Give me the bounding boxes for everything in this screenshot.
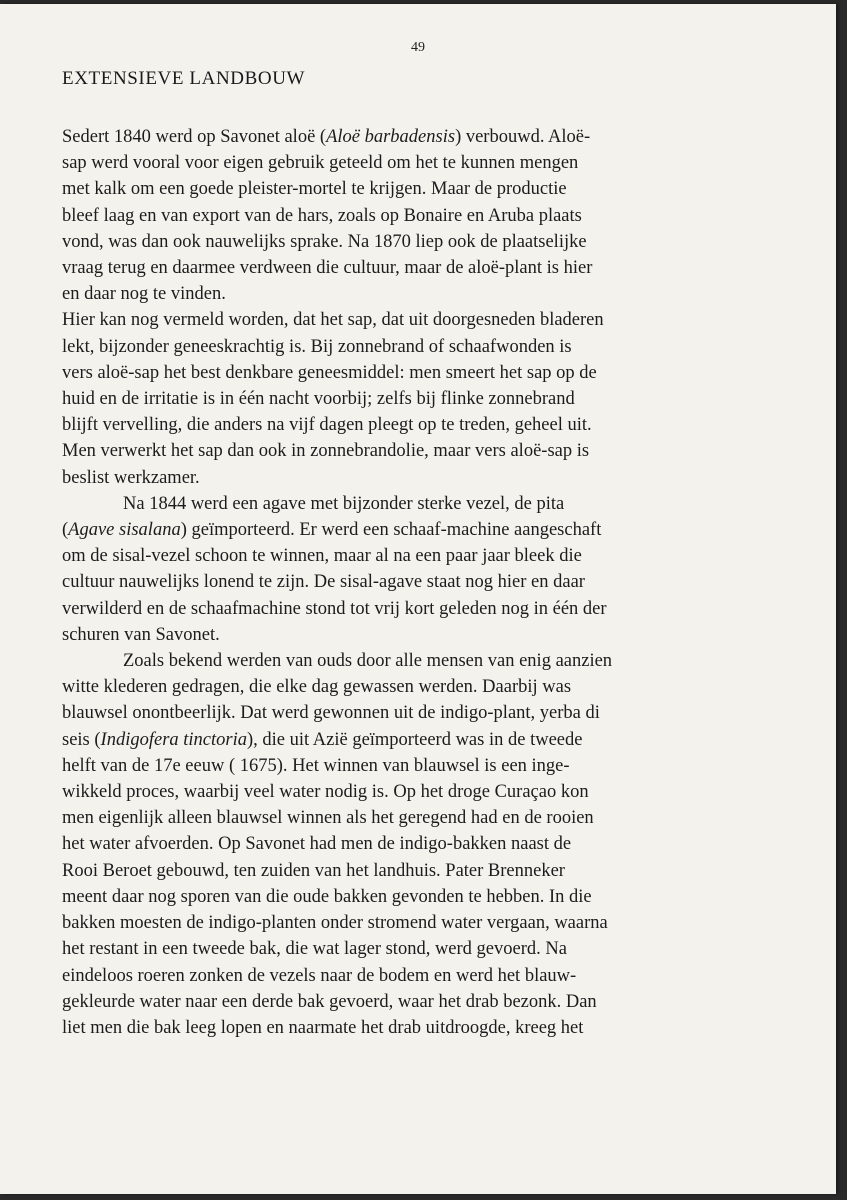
- text-line: cultuur nauwelijks lonend te zijn. De sisal-agave staat nog hier en daar: [62, 572, 585, 593]
- italic-term: Aloë barbadensis: [326, 127, 456, 147]
- text-line: Rooi Beroet gebouwd, ten zuiden van het landhuis. Pater Brenneker: [62, 860, 565, 881]
- text-line: en daar nog te vinden.: [62, 284, 226, 305]
- text-line: liet men die bak leeg lopen en naarmate het drab uitdroogde, kreeg het: [62, 1017, 584, 1038]
- text-line: Zoals bekend werden van ouds door alle mensen van enig aanzien: [123, 651, 613, 672]
- text-line: Hier kan nog vermeld worden, dat het sap, dat uit doorgesneden bladeren: [62, 310, 604, 331]
- text-line: om de sisal-vezel schoon te winnen, maar al na een paar jaar bleek die: [62, 546, 582, 567]
- text-line: men eigenlijk alleen blauwsel winnen als het geregend had en de rooien: [62, 808, 594, 829]
- text-line: witte klederen gedragen, die elke dag gewassen werden. Daarbij was: [62, 677, 572, 698]
- text-line: Na 1844 werd een agave met bijzonder sterke vezel, de pita: [123, 493, 565, 514]
- body-text: [62, 124, 774, 1041]
- text-line: sap werd vooral voor eigen gebruik geteeld om het te kunnen mengen: [62, 153, 579, 174]
- text-line: huid en de irritatie is in één nacht voorbij; zelfs bij flinke zonnebrand: [62, 389, 575, 410]
- italic-term: Indigofera tinctoria: [100, 729, 247, 750]
- text-line: blijft vervelling, die anders na vijf dagen pleegt op te treden, geheel uit.: [62, 415, 592, 436]
- text-line: verwilderd en de schaafmachine stond tot vrij kort geleden nog in één der: [62, 598, 607, 619]
- paragraph: [62, 124, 774, 307]
- paragraph: [62, 491, 774, 648]
- text-line: vers aloë-sap het best denkbare geneesmiddel: men smeert het sap op de: [62, 362, 597, 383]
- text-line: beslist werkzamer.: [62, 467, 200, 488]
- text-line: het water afvoerden. Op Savonet had men de indigo-bakken naast de: [62, 834, 572, 855]
- text-line: Men verwerkt het sap dan ook in zonnebrandolie, maar vers aloë-sap is: [62, 441, 590, 462]
- text-line: seis (Indigofera tinctoria), die uit Azië geïmporteerd was in de tweede: [62, 729, 583, 750]
- section-heading: EXTENSIEVE LANDBOUW: [62, 68, 306, 89]
- text-line: eindeloos roeren zonken de vezels naar de bodem en werd het blauw-: [62, 965, 577, 986]
- paragraph: [62, 307, 774, 490]
- text-line: meent daar nog sporen van die oude bakken gevonden te hebben. In die: [62, 886, 592, 907]
- text-line: gekleurde water naar een derde bak gevoerd, waar het drab bezonk. Dan: [62, 991, 597, 1012]
- text-line: (Agave sisalana) geïmporteerd. Er werd een schaaf-machine aangeschaft: [62, 520, 602, 541]
- text-line: vraag terug en daarmee verdween die cultuur, maar de aloë-plant is hier: [62, 258, 593, 279]
- text-line: het restant in een tweede bak, die wat lager stond, werd gevoerd. Na: [62, 939, 567, 960]
- text-line: lekt, bijzonder geneeskrachtig is. Bij zonnebrand of schaafwonden is: [62, 336, 572, 357]
- text-line: met kalk om een goede pleister-mortel te krijgen. Maar de productie: [62, 179, 567, 200]
- text-line: bleef laag en van export van de hars, zoals op Bonaire en Aruba plaats: [62, 205, 582, 226]
- paragraph: [62, 648, 774, 1041]
- text-line: wikkeld proces, waarbij veel water nodig is. Op het droge Curaçao kon: [62, 782, 589, 803]
- text-line: helft van de 17e eeuw ( 1675). Het winnen van blauwsel is een inge-: [62, 755, 570, 776]
- text-line: vond, was dan ook nauwelijks sprake. Na 1870 liep ook de plaatselijke: [62, 231, 587, 252]
- text-line: bakken moesten de indigo-planten onder stromend water vergaan, waarna: [62, 913, 608, 934]
- document-page: [0, 4, 836, 1194]
- page-number: 49: [411, 40, 425, 55]
- text-line: Sedert 1840 werd op Savonet aloë (Aloë barbadensis) verbouwd. Aloë-: [62, 127, 591, 147]
- text-line: blauwsel onontbeerlijk. Dat werd gewonnen uit de indigo-plant, yerba di: [62, 703, 600, 724]
- italic-term: Agave sisalana: [68, 520, 181, 541]
- text-line: schuren van Savonet.: [62, 624, 220, 645]
